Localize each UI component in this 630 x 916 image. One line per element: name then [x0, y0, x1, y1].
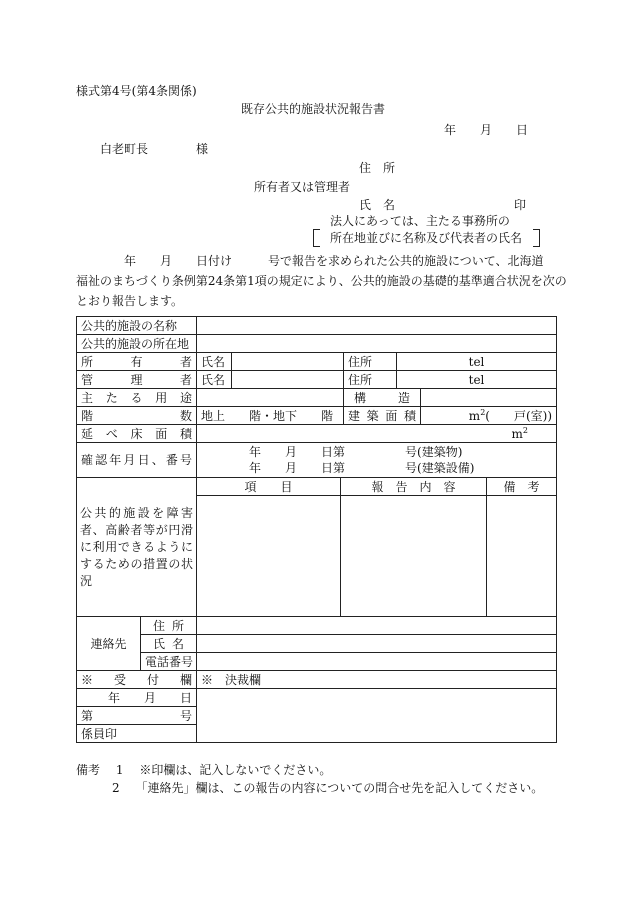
seal-mark: 印 — [514, 198, 527, 212]
measures-remarks-field[interactable] — [487, 496, 557, 617]
floors-label: 階数 — [77, 407, 197, 425]
reception-date: 年 月 日 — [77, 689, 197, 707]
facility-name-label: 公共的施設の名称 — [77, 317, 197, 335]
form-number: 様式第4号(第4条関係) — [76, 84, 197, 98]
facility-location-label: 公共的施設の所在地 — [77, 335, 197, 353]
bracket-right — [533, 229, 540, 247]
manager-name-label: 氏名 — [197, 371, 232, 389]
confirmation-label: 確認年月日、番号 — [77, 443, 197, 478]
name-label: 氏 名 — [359, 198, 396, 212]
document-title: 既存公共的施設状況報告書 — [241, 102, 386, 116]
note-2-number: 2 — [112, 781, 120, 795]
owner-tel[interactable]: tel — [397, 353, 557, 371]
notes-heading: 備考 — [76, 763, 101, 777]
total-floor-area-label: 延べ床面積 — [77, 425, 197, 443]
structure-field[interactable] — [421, 389, 557, 407]
contact-address-field[interactable] — [197, 617, 557, 635]
staff-seal-label: 係員印 — [77, 725, 197, 743]
decision-label: ※ 決裁欄 — [197, 671, 557, 689]
facility-name-field[interactable] — [197, 317, 557, 335]
building-area-field[interactable] — [421, 407, 557, 425]
owner-address-label: 住所 — [344, 353, 397, 371]
owner-label: 所有者 — [77, 353, 197, 371]
decision-field[interactable] — [197, 689, 557, 743]
reception-number-suffix: 号 — [180, 708, 193, 723]
area-unit: m — [468, 408, 481, 423]
addressee: 白老町長 — [100, 142, 149, 156]
manager-tel[interactable]: tel — [397, 371, 557, 389]
floors-field[interactable]: 地上 階・地下 階 — [197, 407, 344, 425]
column-remarks-header: 備 考 — [487, 478, 557, 496]
note-2-text: 「連絡先」欄は、この報告の内容についての問合せ先を記入してください。 — [135, 781, 544, 795]
units-count: ( 戸(室)) — [485, 408, 553, 423]
manager-address-label: 住所 — [344, 371, 397, 389]
contact-address-label: 住所 — [141, 617, 197, 635]
facility-location-field[interactable] — [197, 335, 557, 353]
column-item-header: 項 目 — [197, 478, 341, 496]
confirmation-building: 年 月 日第 号(建築物) — [249, 445, 463, 459]
measures-item-field[interactable] — [197, 496, 341, 617]
intro-paragraph — [76, 251, 567, 311]
contact-name-label: 氏名 — [141, 635, 197, 653]
main-use-field[interactable] — [197, 389, 344, 407]
contact-phone-label: 電話番号 — [141, 653, 197, 671]
contact-phone-field[interactable] — [197, 653, 557, 671]
column-report-header: 報 告 内 容 — [341, 478, 487, 496]
report-form-table — [76, 316, 557, 743]
manager-name-field[interactable] — [232, 371, 344, 389]
note-1 — [76, 762, 331, 779]
owner-or-manager-label: 所有者又は管理者 — [254, 180, 351, 194]
intro-line-1: 年 月 日付け 号で報告を求められた公共的施設について、北海道 — [76, 254, 544, 268]
intro-line-2: 福祉のまちづくり条例第24条第1項の規定により、公共的施設の基礎的基準適合状況を次の — [76, 274, 567, 288]
corporate-note-line-2: 所在地並びに名称及び代表者の氏名 — [330, 231, 523, 245]
note-1-number: 1 — [115, 763, 124, 777]
bracket-left — [313, 229, 320, 247]
confirmation-equipment: 年 月 日第 号(建築設備) — [249, 461, 475, 475]
area-unit-sup: 2 — [480, 407, 486, 417]
total-area-unit: m — [511, 426, 523, 441]
address-label: 住 所 — [359, 161, 396, 175]
contact-name-field[interactable] — [197, 635, 557, 653]
intro-line-3: とおり報告します。 — [76, 294, 184, 308]
note-1-text: ※印欄は、記入しないでください。 — [139, 763, 332, 777]
confirmation-field[interactable] — [197, 443, 557, 478]
honorific: 様 — [196, 142, 209, 156]
total-floor-area-field[interactable] — [197, 425, 557, 443]
owner-name-field[interactable] — [232, 353, 344, 371]
total-area-unit-sup: 2 — [522, 425, 529, 435]
building-area-label: 建築面積 — [344, 407, 421, 425]
date-line: 年 月 日 — [444, 123, 529, 137]
measures-report-field[interactable] — [341, 496, 487, 617]
reception-number — [77, 707, 197, 725]
reception-number-prefix: 第 — [81, 708, 94, 723]
structure-label: 構造 — [344, 389, 421, 407]
main-use-label: 主たる用途 — [77, 389, 197, 407]
note-2 — [112, 780, 543, 797]
reception-label: ※受付欄 — [77, 671, 197, 689]
corporate-note-line-1: 法人にあっては、主たる事務所の — [330, 214, 510, 228]
manager-label: 管理者 — [77, 371, 197, 389]
measures-label: 公共的施設を障害者、高齢者等が円滑に利用できるようにするための措置の状況 — [77, 478, 197, 617]
contact-label: 連絡先 — [77, 617, 141, 671]
owner-name-label: 氏名 — [197, 353, 232, 371]
